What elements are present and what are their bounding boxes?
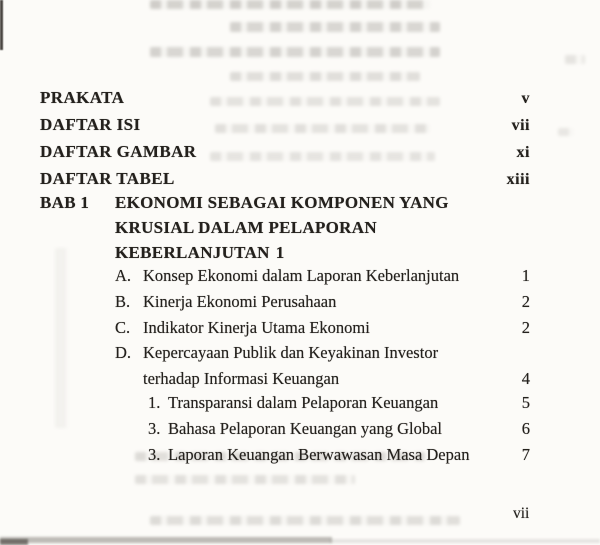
entry-label: DAFTAR GAMBAR xyxy=(40,142,197,161)
toc-entry-daftar-isi xyxy=(40,112,530,139)
toc-subsection-3 xyxy=(40,442,530,468)
entry-page-number: xiii xyxy=(506,171,530,188)
toc-section-c xyxy=(40,315,530,341)
section-title-line-2: terhadap Informasi Keuangan xyxy=(143,369,340,389)
chapter-sections xyxy=(40,263,530,392)
scan-edge-artifact xyxy=(0,537,332,543)
entry-label: DAFTAR ISI xyxy=(40,115,141,134)
subsection-title: Transparansi dalam Pelaporan Keuangan xyxy=(168,392,439,412)
toc-chapter-bab-1 xyxy=(40,190,530,265)
bleedthrough-smudge xyxy=(150,47,440,57)
bleedthrough-smudge xyxy=(565,55,585,64)
toc-section-d xyxy=(40,340,530,392)
scan-edge-artifact xyxy=(330,539,600,543)
subsection-title: Bahasa Pelaporan Keuangan yang Global xyxy=(168,418,442,438)
bleedthrough-smudge xyxy=(150,0,430,9)
toc-entry-daftar-gambar xyxy=(40,139,530,166)
table-of-contents xyxy=(40,85,530,468)
subsection-page-number: 7 xyxy=(521,444,530,464)
entry-page-number: v xyxy=(521,90,530,107)
toc-subsection-2 xyxy=(40,416,530,442)
toc-section-a xyxy=(40,263,530,289)
section-page-number: 4 xyxy=(521,369,530,389)
chapter-number: BAB 1 xyxy=(40,193,90,212)
section-title: Konsep Ekonomi dalam Laporan Keberlanjutan xyxy=(143,266,460,285)
section-letter: D. xyxy=(115,343,132,363)
section-d-subsections xyxy=(40,390,530,468)
bleedthrough-smudge xyxy=(135,475,355,484)
chapter-page-number: 1 xyxy=(275,243,285,262)
subsection-page-number: 6 xyxy=(521,418,530,438)
section-letter: B. xyxy=(115,291,131,311)
folio-page-number: vii xyxy=(513,505,530,522)
bleedthrough-smudge xyxy=(558,128,574,136)
entry-page-number: xi xyxy=(516,144,530,161)
toc-subsection-1 xyxy=(40,390,530,416)
bleedthrough-smudge xyxy=(150,516,460,525)
section-page-number: 2 xyxy=(521,291,530,311)
entry-label: PRAKATA xyxy=(40,88,125,107)
section-letter: C. xyxy=(115,317,131,337)
section-title-line-1: Kepercayaan Publik dan Keyakinan Investor xyxy=(143,343,439,363)
entry-page-number: vii xyxy=(511,117,530,134)
chapter-title-line-2: KRUSIAL DALAM PELAPORAN KEBERLANJUTAN xyxy=(115,218,377,262)
subsection-title: Laporan Keuangan Berwawasan Masa Depan xyxy=(168,444,470,464)
toc-entry-prakata xyxy=(40,85,530,112)
scan-edge-artifact xyxy=(0,0,3,50)
bleedthrough-smudge xyxy=(230,72,420,81)
section-title xyxy=(143,340,522,392)
subsection-number: 3. xyxy=(148,418,161,438)
toc-section-b xyxy=(40,289,530,315)
toc-entry-daftar-tabel xyxy=(40,166,530,193)
subsection-number: 3. xyxy=(148,444,161,464)
chapter-title xyxy=(115,190,530,265)
section-title: Indikator Kinerja Utama Ekonomi xyxy=(143,317,370,337)
bleedthrough-smudge xyxy=(230,22,440,32)
entry-label: DAFTAR TABEL xyxy=(40,169,175,188)
scan-edge-artifact xyxy=(0,539,28,545)
chapter-title-line-1: EKONOMI SEBAGAI KOMPONEN YANG xyxy=(115,193,449,212)
subsection-number: 1. xyxy=(148,392,161,412)
section-page-number: 1 xyxy=(521,266,530,285)
section-title: Kinerja Ekonomi Perusahaan xyxy=(143,291,337,311)
subsection-page-number: 5 xyxy=(521,392,530,412)
section-letter: A. xyxy=(115,266,132,285)
section-page-number: 2 xyxy=(521,317,530,337)
